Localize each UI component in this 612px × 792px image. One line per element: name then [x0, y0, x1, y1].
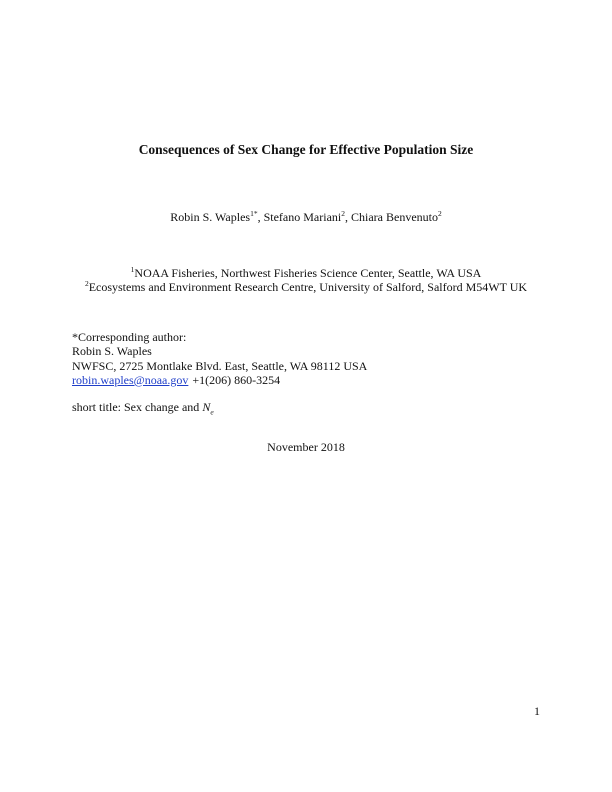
author-affiliation-marker: 1* [250, 209, 258, 218]
affiliation-line [0, 280, 612, 294]
author-name: Stefano Mariani [263, 210, 342, 224]
author-affiliation-marker: 2 [341, 209, 345, 218]
paper-title: Consequences of Sex Change for Effective Population Size [138, 142, 474, 157]
affiliation-text: Ecosystems and Environment Research Centre, University of Salford, Salford M54WT UK [88, 280, 528, 294]
short-title-symbol: N [202, 400, 211, 414]
affiliation-marker: 1 [130, 265, 135, 274]
document-date: November 2018 [267, 440, 345, 454]
author-separator: , [257, 210, 264, 224]
author-name: Chiara Benvenuto [351, 210, 438, 224]
page-number: 1 [534, 704, 540, 718]
contact-line [72, 373, 367, 387]
short-title-subscript: e [210, 407, 214, 417]
corresponding-label: *Corresponding author: [72, 330, 187, 344]
affiliation-text: NOAA Fisheries, Northwest Fisheries Science Center, Seattle, WA USA [134, 266, 482, 280]
corresponding-name: Robin S. Waples [72, 344, 152, 359]
short-title [72, 400, 214, 415]
affiliation-list [0, 266, 612, 294]
author-name: Robin S. Waples [170, 210, 251, 224]
short-title-label: short title: Sex change and [72, 400, 203, 414]
affiliation-line [0, 266, 612, 280]
affiliation-marker: 2 [84, 279, 89, 288]
corresponding-address: NWFSC, 2725 Montlake Blvd. East, Seattle, WA 98112 USA [72, 358, 368, 373]
corresponding-author-block [72, 330, 367, 387]
email-link[interactable]: robin.waples@noaa.gov [72, 372, 189, 387]
phone-number: +1(206) 860-3254 [192, 372, 281, 387]
author-affiliation-marker: 2 [437, 209, 442, 218]
author-list [0, 210, 612, 225]
author-separator: , [345, 210, 351, 224]
